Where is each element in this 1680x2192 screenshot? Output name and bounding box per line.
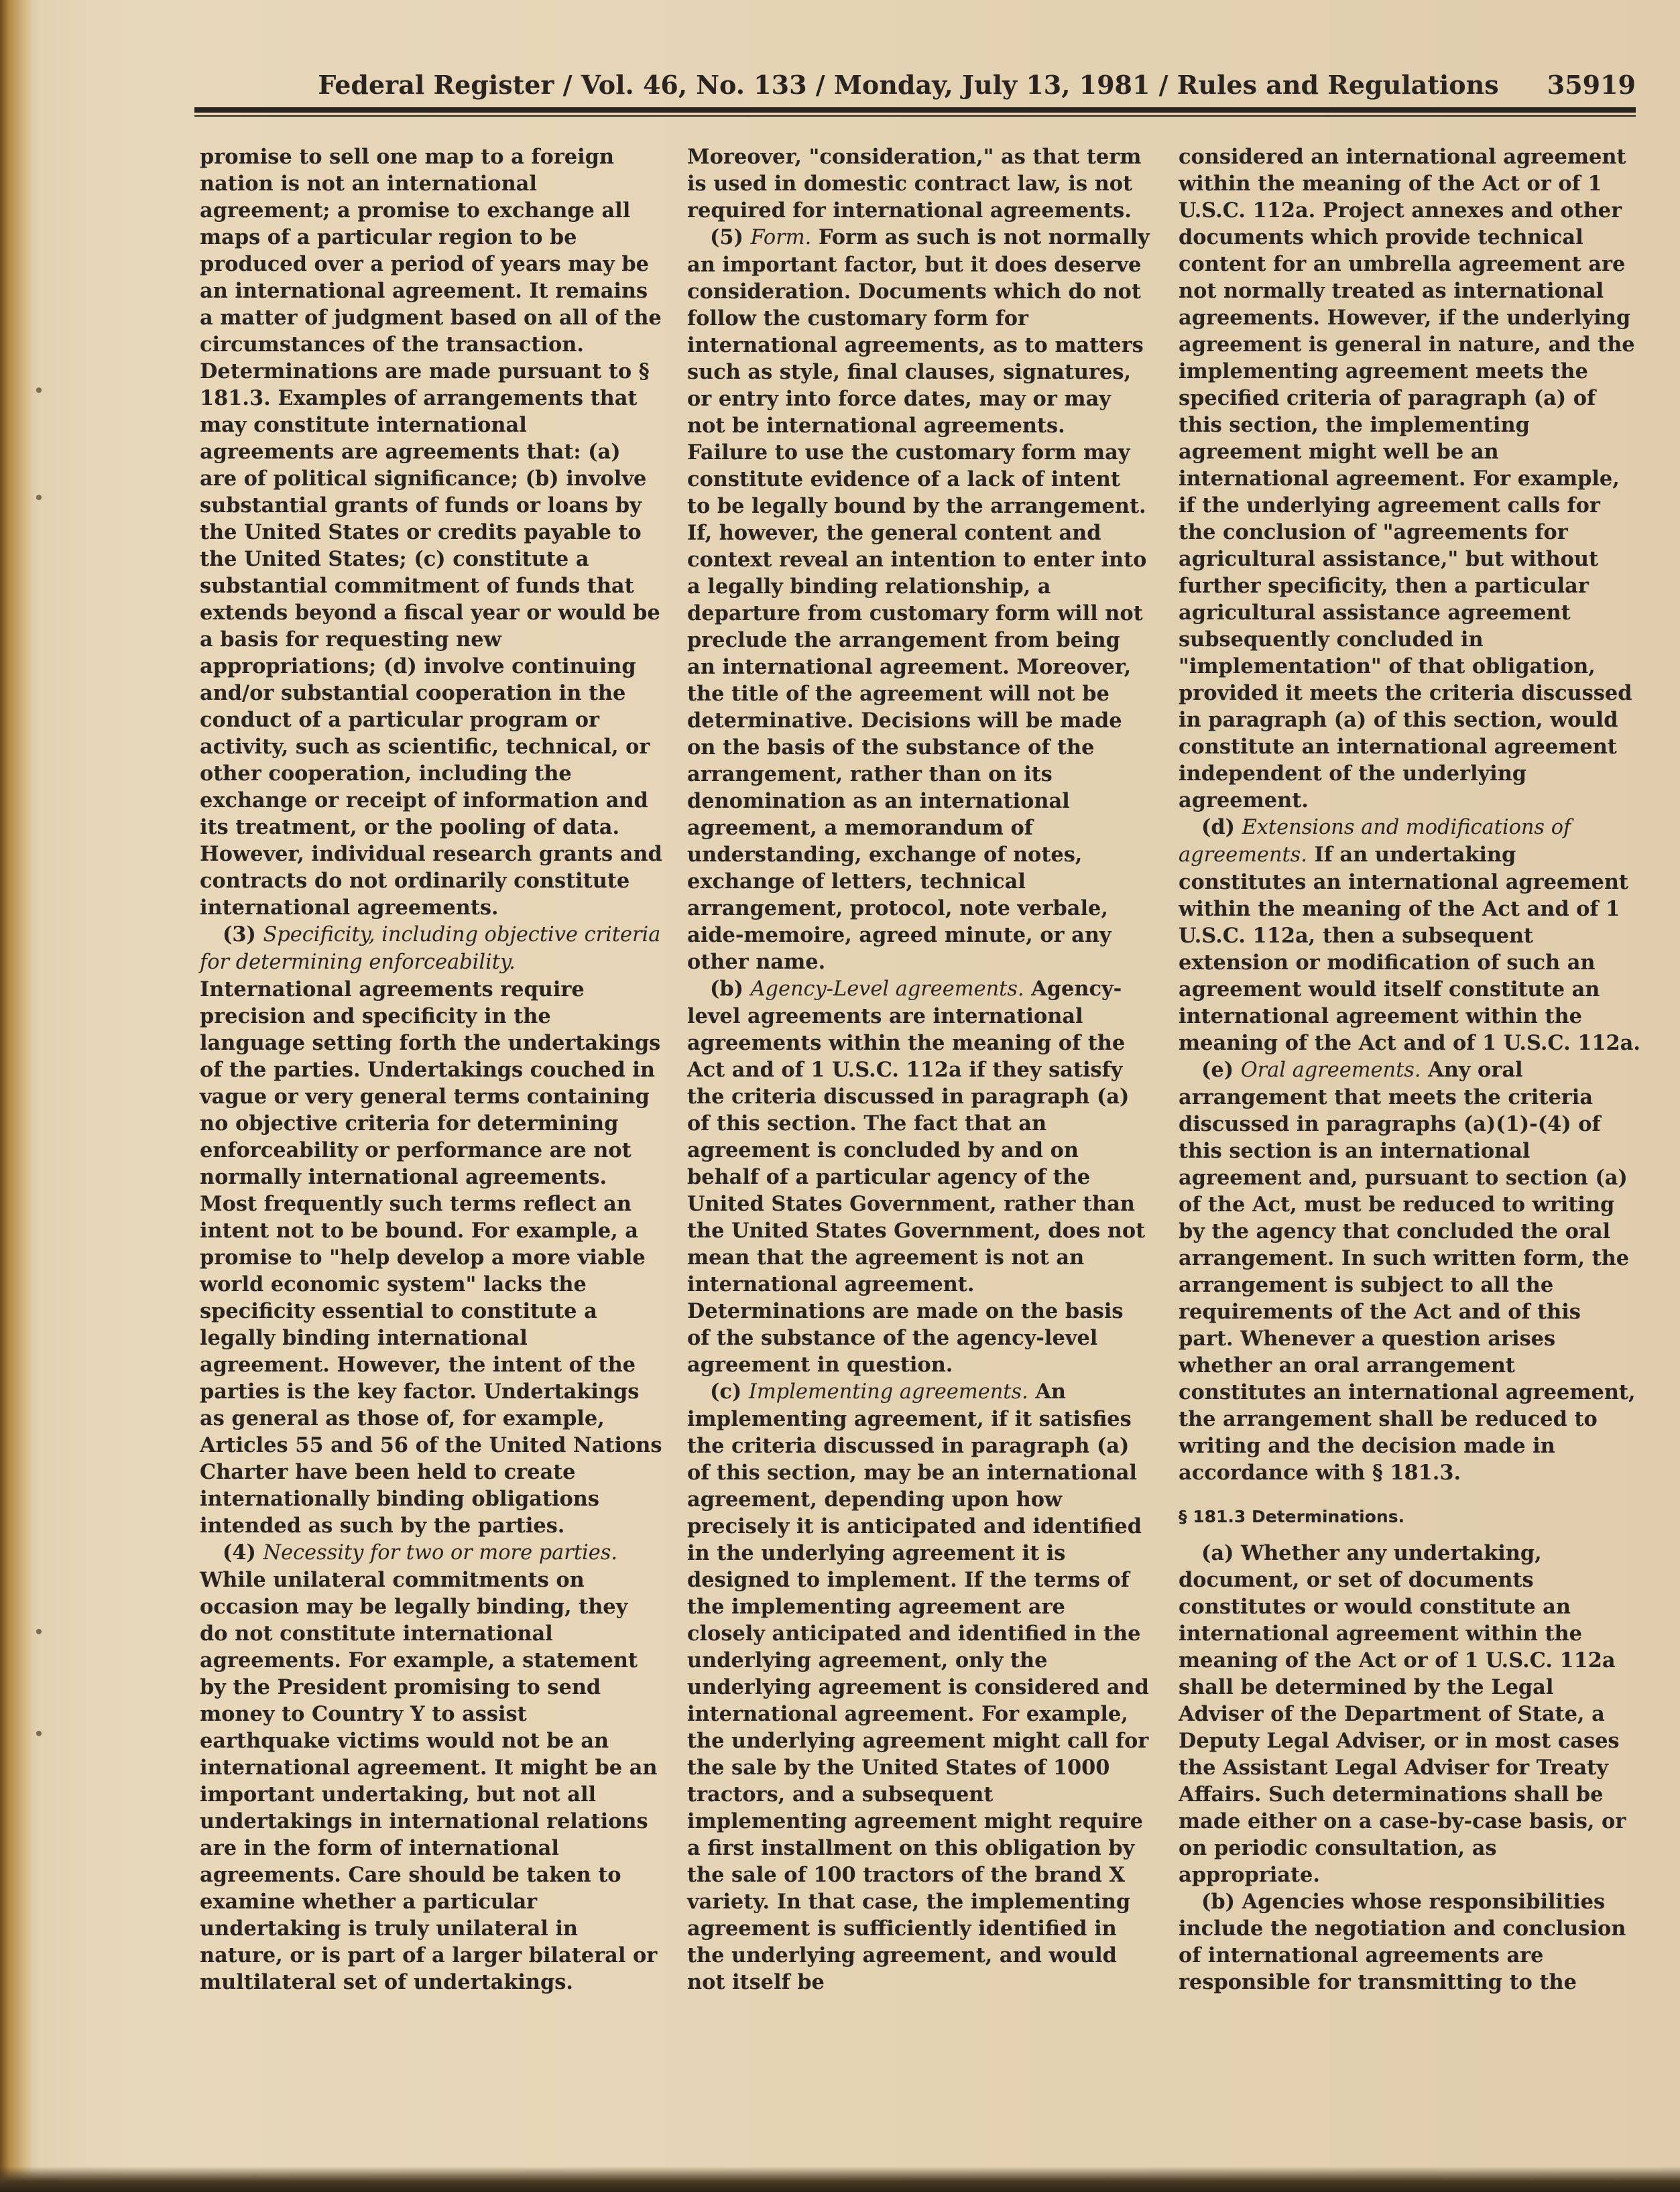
margin-mark [36, 1629, 42, 1634]
paragraph-text: If an undertaking constitutes an international agreement within the meaning of the Act and of 1 U.S.C. 112a, then a subsequent extension or modification of such an agreement would itself constitute an international agreement within the meaning of the Act and of 1 U.S.C. 112a. [1179, 843, 1640, 1055]
paragraph [200, 921, 662, 1539]
section-heading: § 181.3 Determinations. [1179, 1507, 1405, 1526]
paragraph-lead: (c) [710, 1380, 749, 1404]
paragraph-text: promise to sell one map to a foreign nation is not an international agreement; a promise to exchange all maps of a particular region to be produced over a period of years may be an international agreement. It remains a matter of judgment based on all of the circumstances of the transaction. Determinations are made pursuant to § 181.3. Examples of arrangements that may constitute international agreements are agreements that: (a) are of political significance; (b) involve substantial grants of funds or loans by the United States or credits payable to the United States; (c) constitute a substantial commitment of funds that extends beyond a fiscal year or would be a basis for requesting new appropriations; (d) involve continuing and/or substantial cooperation in the conduct of a particular program or activity, such as scientific, technical, or other cooperation, including the exchange or receipt of information and its treatment, or the pooling of data. However, individual research grants and contracts do not ordinarily constitute international agreements. [200, 145, 662, 920]
paragraph-lead: (b) [710, 977, 751, 1001]
paragraph-lead: (3) [223, 922, 263, 947]
column-2 [687, 143, 1150, 1996]
paragraph-subheading: Oral agreements. [1240, 1058, 1421, 1082]
paragraph-text: An implementing agreement, if it satisfies the criteria discussed in paragraph (a) of this section, may be an international agreement, depending upon how precisely it is anticipated and identified in the underlying agreement it is designed to implement. If the terms of the implementing agreement are closely anticipated and identified in the underlying agreement, only the underlying agreement is considered and international agreement. For example, the underlying agreement might call for the sale by the United States of 1000 tractors, and a subsequent implementing agreement might require a first installment on this obligation by the sale of 100 tractors of the brand X variety. In that case, the implementing agreement is sufficiently identified in the underlying agreement, and would not itself be [687, 1380, 1149, 1994]
paragraph-subheading: Form. [750, 226, 812, 249]
paragraph-text: Form as such is not normally an important factor, but it does deserve consideration. Documents which do not follow the customary form for international agreements, as to matters such as style, final clauses, signatures, or entry into force dates, may or may not be international agreements. Failure to use the customary form may constitute evidence of a lack of intent to be legally bound by the arrangement. If, however, the general content and context reveal an intention to enter into a legally binding relationship, a departure from customary form will not preclude the arrangement from being an international agreement. Moreover, the title of the agreement will not be determinative. Decisions will be made on the basis of the substance of the arrangement, rather than on its denomination as an international agreement, a memorandum of understanding, exchange of notes, exchange of letters, technical arrangement, protocol, note verbale, aide-memoire, agreed minute, or any other name. [687, 225, 1150, 974]
paragraph [687, 975, 1150, 1378]
paragraph-lead: (d) [1201, 815, 1242, 839]
paragraph-subheading: Implementing agreements. [748, 1380, 1028, 1404]
paragraph-lead: (4) [223, 1540, 263, 1565]
paragraph-text: Moreover, "consideration," as that term is used in domestic contract law, is not required for international agreements. [687, 145, 1142, 223]
column-1 [200, 143, 662, 1996]
paragraph [1179, 143, 1641, 814]
paragraph-text: Agency-level agreements are international agreements within the meaning of the Act and of 1 U.S.C. 112a if they satisfy the criteria discussed in paragraph (a) of this section. The fact that an agreement is concluded by and on behalf of a particular agency of the United States Government, rather than the United States Government, does not mean that the agreement is not an international agreement. Determinations are made on the basis of the substance of the agency-level agreement in question. [687, 977, 1146, 1377]
header-rule [194, 107, 1636, 113]
header-rule-thin [194, 115, 1636, 117]
bottom-edge [0, 2167, 1680, 2192]
page-number: 35919 [1547, 69, 1636, 100]
binding-edge [0, 0, 32, 2192]
paragraph-lead: (e) [1201, 1058, 1241, 1082]
paragraph-lead: (b) [1201, 1890, 1242, 1914]
paragraph-text: Agencies whose responsibilities include the negotiation and conclusion of international agreements are responsible for transmitting to the [1179, 1890, 1626, 1994]
paragraph [200, 1539, 662, 1996]
paragraph-text: Any oral arrangement that meets the criteria discussed in paragraphs (a)(1)-(4) of this section is an international agreement and, pursuant to section (a) of the Act, must be reduced to writing by the agency that concluded the oral arrangement. In such written form, the arrangement is subject to all the requirements of the Act and of this part. Whenever a question arises whether an oral arrangement constitutes an international agreement, the arrangement shall be reduced to writing and the decision made in accordance with § 181.3. [1179, 1058, 1636, 1485]
paragraph [1179, 1056, 1641, 1486]
paragraph [687, 143, 1150, 224]
paragraph-subheading: Extensions and modifications of agreements. [1179, 816, 1571, 867]
margin-mark [36, 495, 42, 500]
margin-mark [36, 387, 42, 393]
paragraph [1179, 1888, 1641, 1996]
paragraph-text: Whether any undertaking, document, or set of documents constitutes or would constitute an international agreement within the meaning of the Act or of 1 U.S.C. 112a shall be determined by the Legal Adviser of the Department of State, a Deputy Legal Adviser, or in most cases the Assistant Legal Adviser for Treaty Affairs. Such determinations shall be made either on a case-by-case basis, or on periodic consultation, as appropriate. [1179, 1541, 1626, 1887]
paragraph-subheading: Specificity, including objective criteria for determining enforceability. [200, 923, 661, 974]
running-header [194, 64, 1636, 105]
paragraph-subheading: Necessity for two or more parties. [263, 1541, 617, 1565]
paragraph [1179, 1540, 1641, 1888]
paragraph-text: considered an international agreement within the meaning of the Act or of 1 U.S.C. 112a. Project annexes and other documents which provide technical content for an umbrella agreement are not normally treated as international agreements. However, if the underlying agreement is general in nature, and the implementing agreement meets the specified criteria of paragraph (a) of this section, the implementing agreement might well be an international agreement. For example, if the underlying agreement calls for the conclusion of "agreements for agricultural assistance," but without further specificity, then a particular agricultural assistance agreement subsequently concluded in "implementation" of that obligation, provided it meets the criteria discussed in paragraph (a) of this section, would constitute an international agreement independent of the underlying agreement. [1179, 145, 1635, 812]
paragraph-text: While unilateral commitments on occasion may be legally binding, they do not constitute international agreements. For example, a statement by the President promising to send money to Country Y to assist earthquake victims would not be an international agreement. It might be an important undertaking, but not all undertakings in international relations are in the form of international agreements. Care should be taken to examine whether a particular undertaking is truly unilateral in nature, or is part of a larger bilateral or multilateral set of undertakings. [200, 1568, 658, 1994]
paragraph-text: International agreements require precision and specificity in the language setting forth the undertakings of the parties. Undertakings couched in vague or very general terms containing no objective criteria for determining enforceability or performance are not normally international agreements. Most frequently such terms reflect an intent not to be bound. For example, a promise to "help develop a more viable world economic system" lacks the specificity essential to constitute a legally binding international agreement. However, the intent of the parties is the key factor. Undertakings as general as those of, for example, Articles 55 and 56 of the United Nations Charter have been held to create internationally binding obligations intended as such by the parties. [200, 977, 662, 1538]
paragraph [200, 143, 662, 921]
paragraph-lead: (5) [710, 225, 751, 249]
paragraph [1179, 814, 1641, 1056]
paragraph [687, 1378, 1150, 1996]
column-3 [1179, 143, 1641, 1996]
running-head-text: Federal Register / Vol. 46, No. 133 / Monday, July 13, 1981 / Rules and Regulations [318, 69, 1499, 100]
paragraph-subheading: Agency-Level agreements. [750, 977, 1024, 1001]
paragraph-lead: (a) [1201, 1541, 1242, 1565]
paragraph [687, 224, 1150, 975]
margin-mark [36, 1731, 42, 1736]
